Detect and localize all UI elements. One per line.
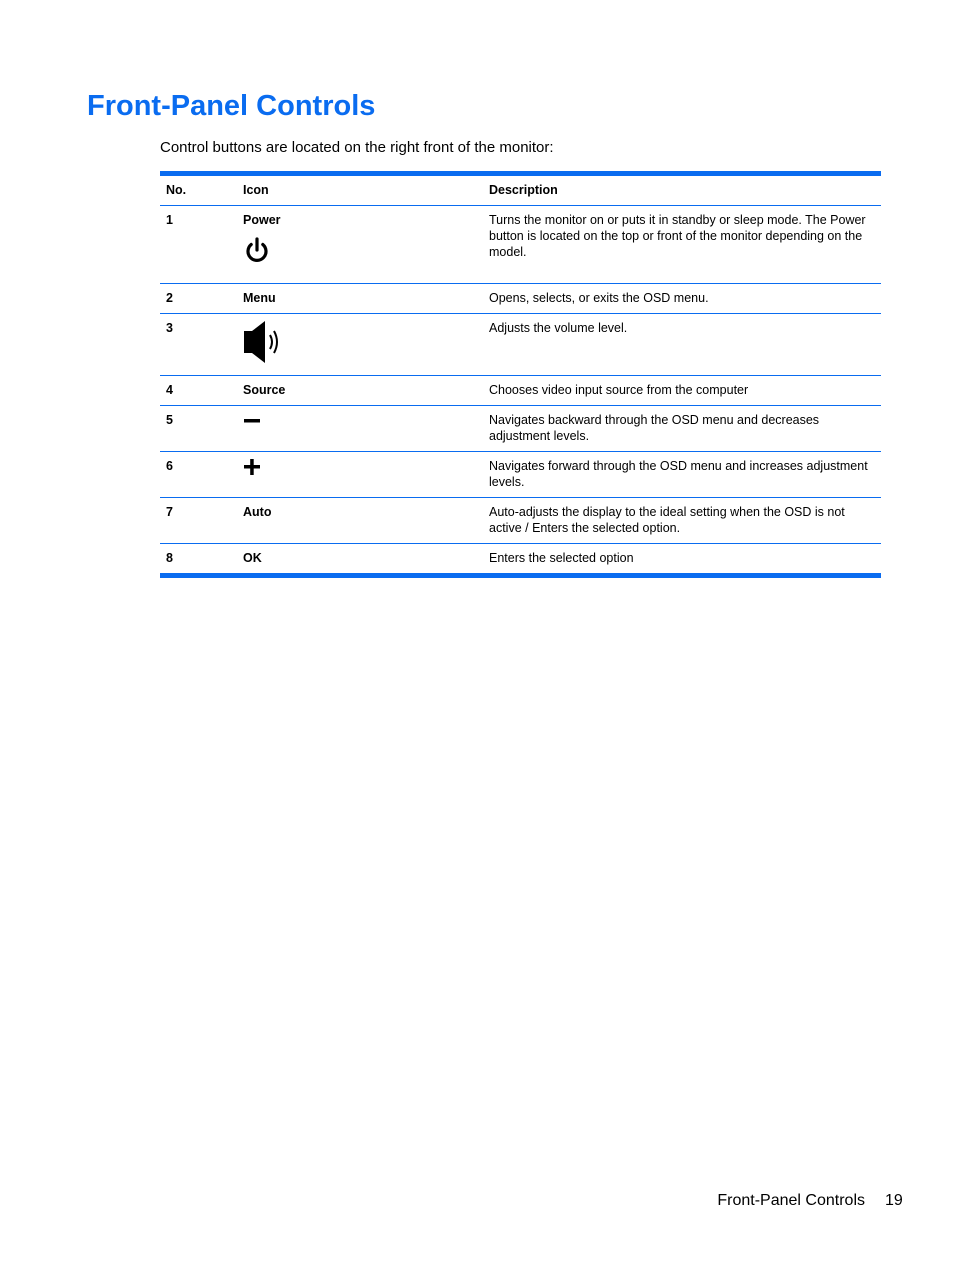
row-icon-cell	[237, 314, 483, 376]
table-row	[160, 498, 881, 544]
row-number: 3	[160, 314, 237, 376]
row-icon-cell	[237, 206, 483, 284]
row-icon-cell	[237, 406, 483, 452]
row-description: Opens, selects, or exits the OSD menu.	[483, 284, 881, 314]
row-icon-cell	[237, 452, 483, 498]
row-icon-label: Auto	[237, 498, 483, 544]
footer-page-number: 19	[885, 1192, 903, 1209]
row-number: 5	[160, 406, 237, 452]
table-row	[160, 544, 881, 576]
footer-section-title: Front-Panel Controls	[717, 1192, 865, 1209]
row-icon-label: OK	[243, 551, 262, 565]
minus-icon	[243, 412, 477, 432]
table-row	[160, 376, 881, 406]
row-icon-label: Menu	[237, 284, 483, 314]
front-panel-controls-table	[160, 171, 881, 578]
row-number: 8	[166, 551, 173, 565]
row-description: Enters the selected option	[489, 551, 634, 565]
table-row	[160, 406, 881, 452]
header-no: No.	[160, 174, 237, 206]
row-icon-label: Source	[237, 376, 483, 406]
header-icon: Icon	[237, 174, 483, 206]
table-header-row	[160, 174, 881, 206]
row-number: 2	[160, 284, 237, 314]
row-number: 6	[160, 452, 237, 498]
table-row	[160, 452, 881, 498]
intro-text: Control buttons are located on the right front of the monitor:	[160, 139, 554, 156]
row-icon-label: Power	[243, 213, 281, 227]
row-description: Navigates backward through the OSD menu and decreases adjustment levels.	[483, 406, 881, 452]
row-description: Navigates forward through the OSD menu and increases adjustment levels.	[483, 452, 881, 498]
table-row	[160, 284, 881, 314]
row-description: Chooses video input source from the computer	[483, 376, 881, 406]
row-number: 4	[160, 376, 237, 406]
power-icon	[243, 236, 477, 268]
row-description: Turns the monitor on or puts it in standby or sleep mode. The Power button is located on the top or front of the monitor depending on the model.	[483, 206, 881, 284]
header-description: Description	[483, 174, 881, 206]
page-title: Front-Panel Controls	[87, 90, 376, 122]
row-number: 7	[160, 498, 237, 544]
speaker-volume-icon	[243, 320, 477, 368]
plus-icon	[243, 458, 477, 480]
row-number: 1	[160, 206, 237, 284]
table-row	[160, 314, 881, 376]
row-description: Auto-adjusts the display to the ideal setting when the OSD is not active / Enters the selected option.	[483, 498, 881, 544]
table-row	[160, 206, 881, 284]
row-description: Adjusts the volume level.	[483, 314, 881, 376]
